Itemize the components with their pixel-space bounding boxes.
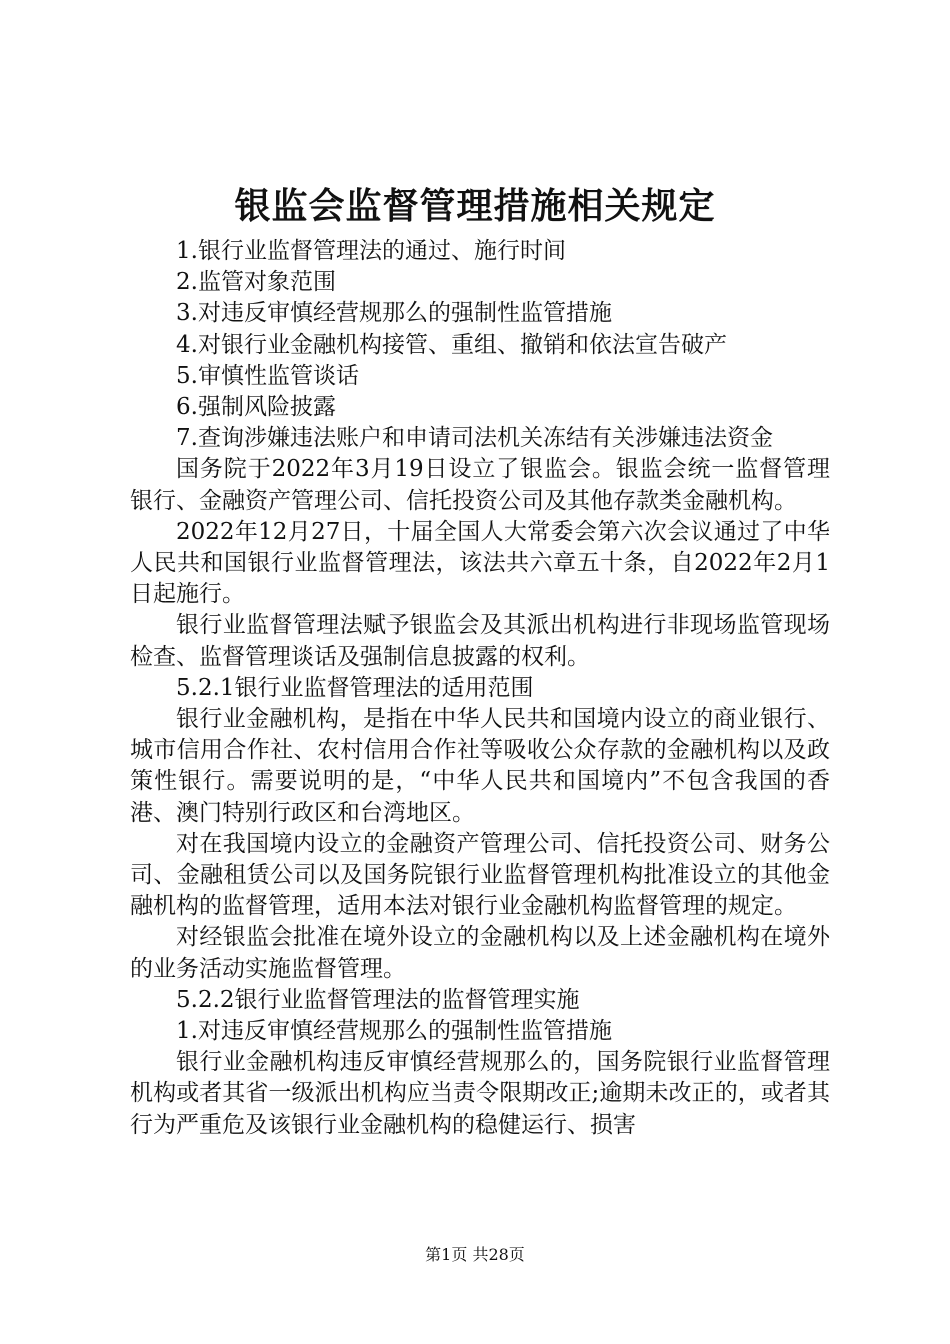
paragraph: 银行业监督管理法赋予银监会及其派出机构进行非现场监管现场检查、监督管理谈话及强制信息披露的权利。 (130, 612, 830, 670)
list-item: 6.强制风险披露 (176, 394, 336, 421)
paragraph: 银行业金融机构，是指在中华人民共和国境内设立的商业银行、城市信用合作社、农村信用合作社等吸收公众存款的金融机构以及政策性银行。需要说明的是，“中华人民共和国境内”不包含我国的香港、澳门特别行政区和台湾地区。 (130, 706, 830, 826)
document-body (130, 236, 830, 1141)
paragraph: 国务院于2022年3月19日设立了银监会。银监会统一监督管理银行、金融资产管理公司、信托投资公司及其他存款类金融机构。 (130, 456, 830, 514)
list-item: 5.审慎性监管谈话 (176, 362, 359, 389)
paragraph: 对经银监会批准在境外设立的金融机构以及上述金融机构在境外的业务活动实施监督管理。 (130, 924, 830, 982)
paragraph: 2022年12月27日，十届全国人大常委会第六次会议通过了中华人民共和国银行业监督管理法，该法共六章五十条，自2022年2月1日起施行。 (130, 518, 830, 608)
list-item: 7.查询涉嫌违法账户和申请司法机关冻结有关涉嫌违法资金 (176, 425, 773, 452)
document-title: 银监会监督管理措施相关规定 (234, 186, 716, 227)
paragraph: 对在我国境内设立的金融资产管理公司、信托投资公司、财务公司、金融租赁公司以及国务院银行业监督管理机构批准设立的其他金融机构的监督管理，适用本法对银行业金融机构监督管理的规定。 (130, 830, 830, 920)
section-heading: 5.2.1银行业监督管理法的适用范围 (176, 674, 534, 701)
paragraph: 银行业金融机构违反审慎经营规那么的，国务院银行业监督管理机构或者其省一级派出机构应当责令限期改正;逾期未改正的，或者其行为严重危及该银行业金融机构的稳健运行、损害 (130, 1049, 830, 1138)
list-item: 4.对银行业金融机构接管、重组、撤销和依法宣告破产 (176, 331, 727, 358)
subsection-heading: 1.对违反审慎经营规那么的强制性监管措施 (176, 1018, 612, 1045)
list-item: 3.对违反审慎经营规那么的强制性监管措施 (176, 300, 612, 327)
section-heading: 5.2.2银行业监督管理法的监督管理实施 (176, 986, 580, 1013)
page-footer: 第1页 共28页 (425, 1245, 525, 1264)
list-item: 2.监管对象范围 (176, 269, 336, 296)
list-item: 1.银行业监督管理法的通过、施行时间 (176, 238, 566, 264)
